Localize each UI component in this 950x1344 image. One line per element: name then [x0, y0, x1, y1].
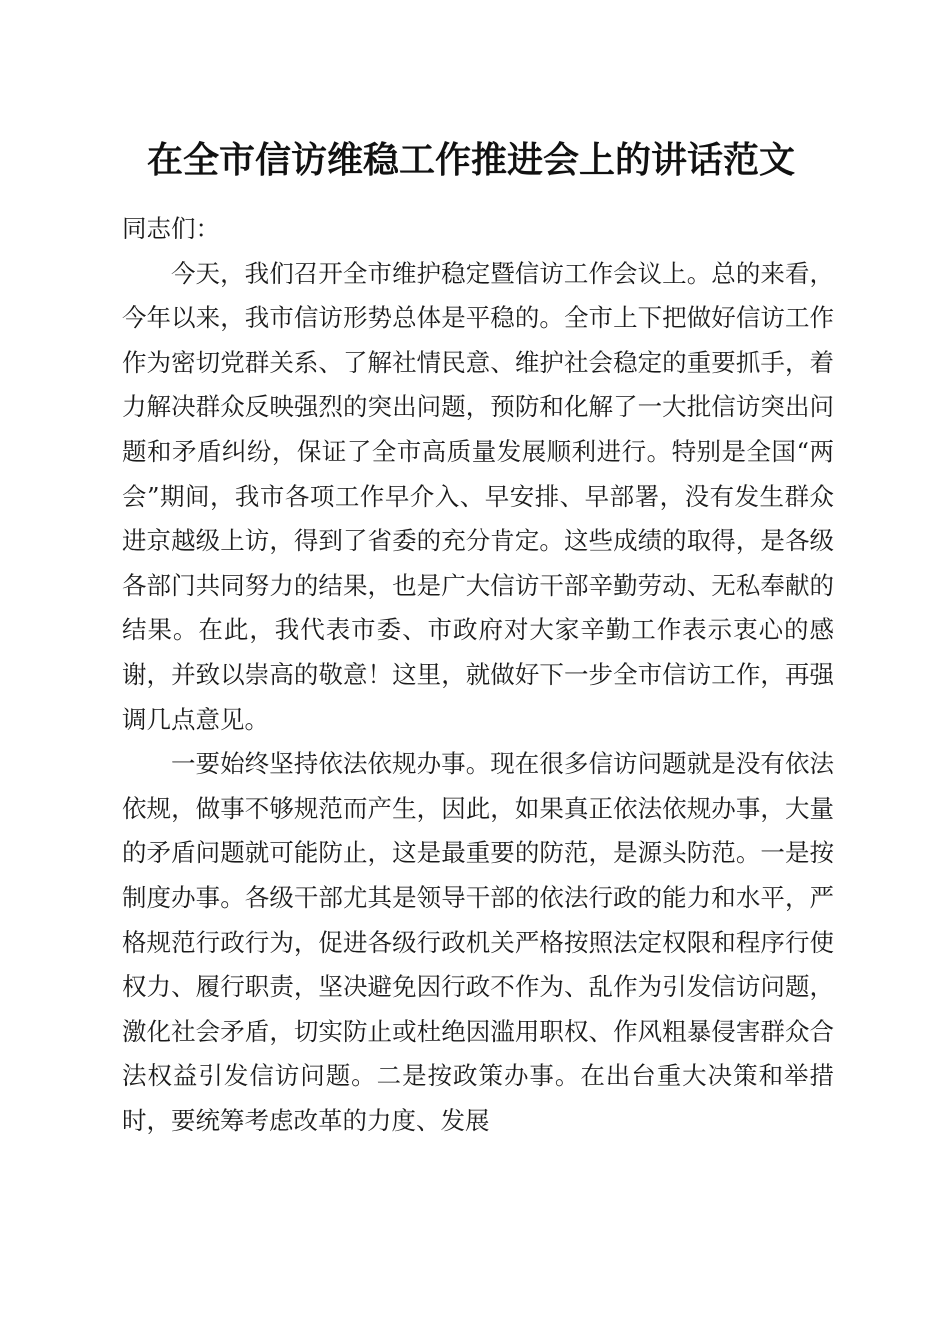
paragraph-point-one: 一要始终坚持依法依规办事。现在很多信访问题就是没有依法依规，做事不够规范而产生，因此，如果真正依法依规办事，大量的矛盾问题就可能防止，这是最重要的防范，是源头防范。一是按制度办事。各级干部尤其是领导干部的依法行政的能力和水平，严格规范行政行为，促进各级行政机关严格按照法定权限和程序行使权力、履行职责，坚决避免因行政不作为、乱作为引发信访问题，激化社会矛盾，切实防止或杜绝因滥用职权、作风粗暴侵害群众合法权益引发信访问题。二是按政策办事。在出台重大决策和举措时，要统筹考虑改革的力度、发展 — [122, 749, 834, 1135]
salutation: 同志们： — [122, 214, 220, 243]
document-title: 在全市信访维稳工作推进会上的讲话范文 — [146, 139, 795, 181]
paragraph-opening: 今天，我们召开全市维护稳定暨信访工作会议上。总的来看，今年以来，我市信访形势总体是平稳的。全市上下把做好信访工作作为密切党群关系、了解社情民意、维护社会稳定的重要抓手，着力解决群众反映强烈的突出问题，预防和化解了一大批信访突出问题和矛盾纠纷，保证了全市高质量发展顺利进行。特别是全国“两会”期间，我市各项工作早介入、早安排、早部署，没有发生群众进京越级上访，得到了省委的充分肯定。这些成绩的取得，是各级各部门共同努力的结果，也是广大信访干部辛勤劳动、无私奉献的结果。在此，我代表市委、市政府对大家辛勤工作表示衷心的感谢，并致以崇高的敬意！这里，就做好下一步全市信访工作，再强调几点意见。 — [122, 258, 834, 734]
document-body — [122, 207, 834, 1143]
